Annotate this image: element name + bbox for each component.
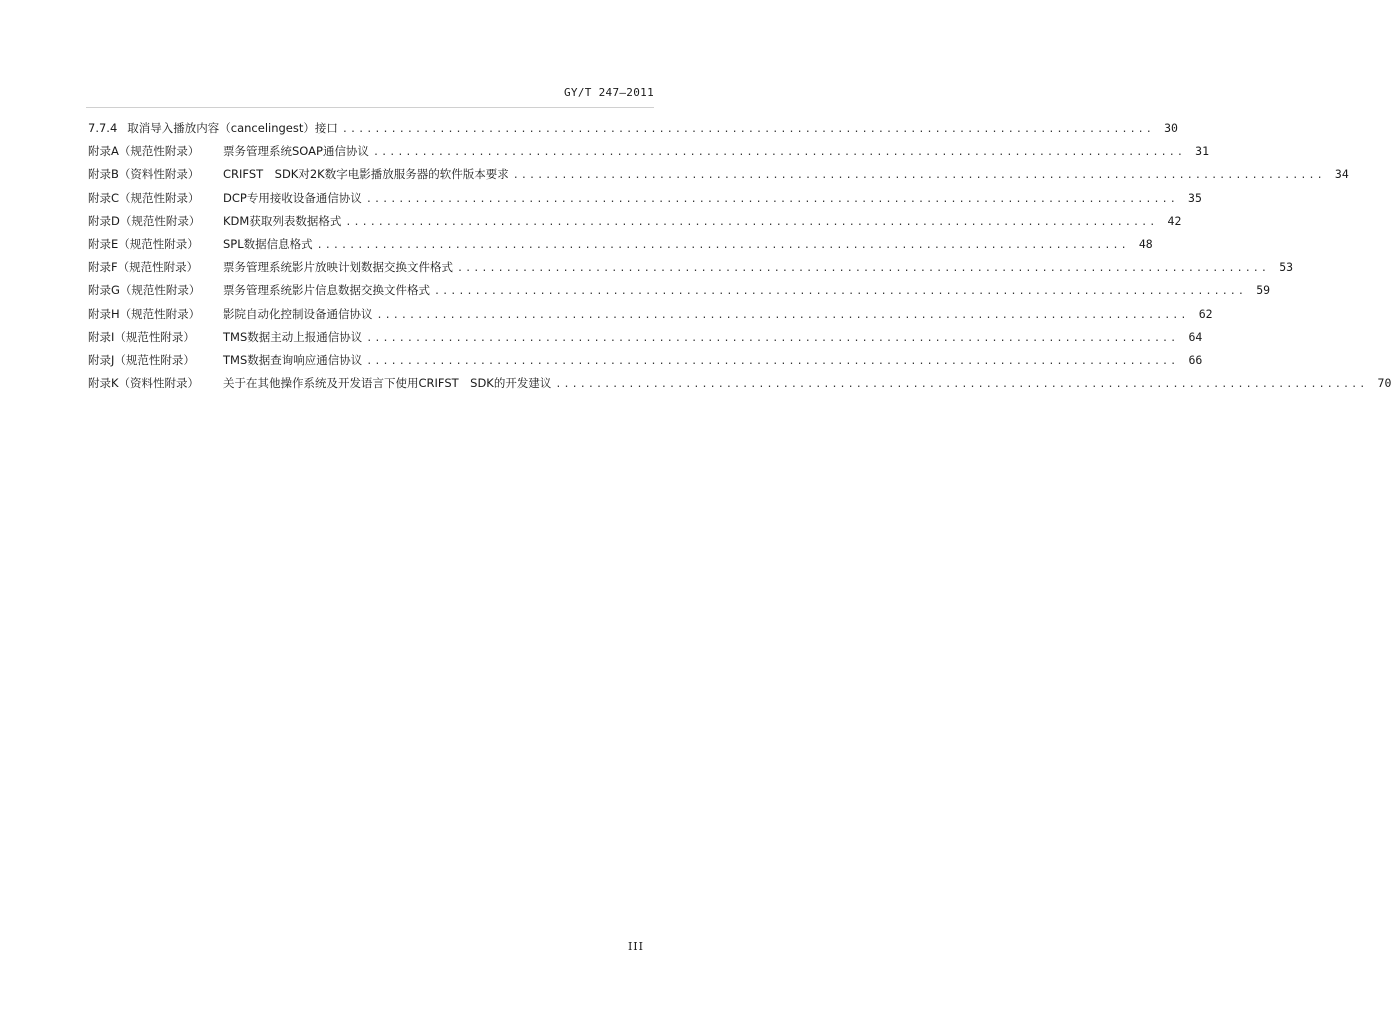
toc-entry[interactable] — [88, 256, 1294, 279]
toc-entry[interactable] — [88, 233, 1153, 256]
dot-leader: .................................................................................................... — [555, 379, 1368, 391]
toc-entry-annex-label: 附录H（规范性附录） — [88, 306, 201, 321]
toc-entry-annex-label: 附录D（规范性附录） — [88, 213, 201, 228]
dot-leader: .................................................................................................... — [457, 263, 1270, 275]
toc-entry-annex-label: 附录C（规范性附录） — [88, 190, 200, 205]
toc-entry[interactable] — [88, 279, 1271, 302]
toc-entry-page: 30 — [1164, 121, 1178, 135]
toc-entry-title: 关于在其他操作系统及开发语言下使用CRIFST SDK的开发建议 — [223, 376, 552, 391]
toc-entry-title: SPL数据信息格式 — [223, 236, 313, 251]
page-number: III — [627, 940, 644, 953]
toc-entry-annex-label: 附录B（资料性附录） — [88, 167, 200, 182]
dot-leader: .................................................................................................... — [512, 170, 1325, 182]
toc-entry-page: 66 — [1188, 352, 1203, 367]
toc-entry-title: TMS数据主动上报通信协议 — [223, 329, 363, 344]
toc-entry-title: 票务管理系统影片信息数据交换文件格式 — [223, 283, 430, 298]
dot-leader: .................................................................................................... — [365, 193, 1178, 205]
toc-entry-annex-label: 附录A（规范性附录） — [88, 144, 200, 159]
header-divider — [86, 107, 654, 108]
toc-entry-page: 59 — [1256, 283, 1271, 298]
toc-entry-page: 53 — [1279, 260, 1294, 275]
toc-entry-page: 42 — [1167, 213, 1182, 228]
toc-entry-annex-label: 附录G（规范性附录） — [88, 283, 201, 298]
document-id-header: GY/T 247—2011 — [564, 86, 654, 99]
toc-entry[interactable] — [88, 326, 1203, 349]
toc-entry-page: 35 — [1188, 190, 1202, 205]
toc-entry[interactable] — [88, 163, 1349, 186]
toc-entry-page: 70 — [1377, 376, 1391, 391]
dot-leader: .................................................................................................... — [434, 286, 1247, 298]
toc-entry-page: 62 — [1198, 306, 1213, 321]
toc-entry[interactable] — [88, 303, 1213, 326]
toc-entry[interactable] — [88, 187, 1202, 210]
toc-entry-title: 票务管理系统影片放映计划数据交换文件格式 — [223, 260, 453, 275]
toc-entry-number: 7.7.4 — [88, 121, 118, 135]
dot-leader: .................................................................................................... — [345, 216, 1158, 228]
toc-entry-page: 31 — [1195, 144, 1210, 159]
toc-entry-page: 34 — [1334, 167, 1349, 182]
toc-entry-annex-label: 附录I（规范性附录） — [88, 329, 195, 344]
toc-entry-title: DCP专用接收设备通信协议 — [223, 190, 362, 205]
toc-entry-annex-label: 附录E（规范性附录） — [88, 236, 199, 251]
toc-entry-page: 64 — [1188, 329, 1203, 344]
toc-entry-annex-label: 附录K（资料性附录） — [88, 376, 200, 391]
toc-entry[interactable] — [88, 117, 1178, 140]
toc-entry-title: 取消导入播放内容（cancelingest）接口 — [127, 121, 338, 135]
toc-entry-title: 影院自动化控制设备通信协议 — [223, 306, 373, 321]
dot-leader: .................................................................................................... — [366, 355, 1179, 367]
toc-entry-title: 票务管理系统SOAP通信协议 — [223, 144, 369, 159]
table-of-contents — [88, 117, 1391, 395]
toc-entry-title: TMS数据查询响应通信协议 — [223, 352, 363, 367]
toc-entry[interactable] — [88, 210, 1182, 233]
toc-entry[interactable] — [88, 140, 1210, 163]
toc-entry[interactable] — [88, 372, 1391, 395]
toc-entry-annex-label: 附录F（规范性附录） — [88, 260, 199, 275]
toc-entry-title: KDM获取列表数据格式 — [223, 213, 342, 228]
dot-leader: .................................................................................................... — [376, 309, 1189, 321]
toc-entry[interactable] — [88, 349, 1203, 372]
toc-entry-annex-label: 附录J（规范性附录） — [88, 352, 195, 367]
dot-leader: .................................................................................................... — [341, 124, 1154, 135]
dot-leader: .................................................................................................... — [372, 147, 1186, 159]
dot-leader: .................................................................................................... — [316, 239, 1129, 251]
toc-entry-title: CRIFST SDK对2K数字电影播放服务器的软件版本要求 — [223, 167, 509, 182]
dot-leader: .................................................................................................... — [366, 332, 1179, 344]
toc-entry-page: 48 — [1138, 236, 1153, 251]
